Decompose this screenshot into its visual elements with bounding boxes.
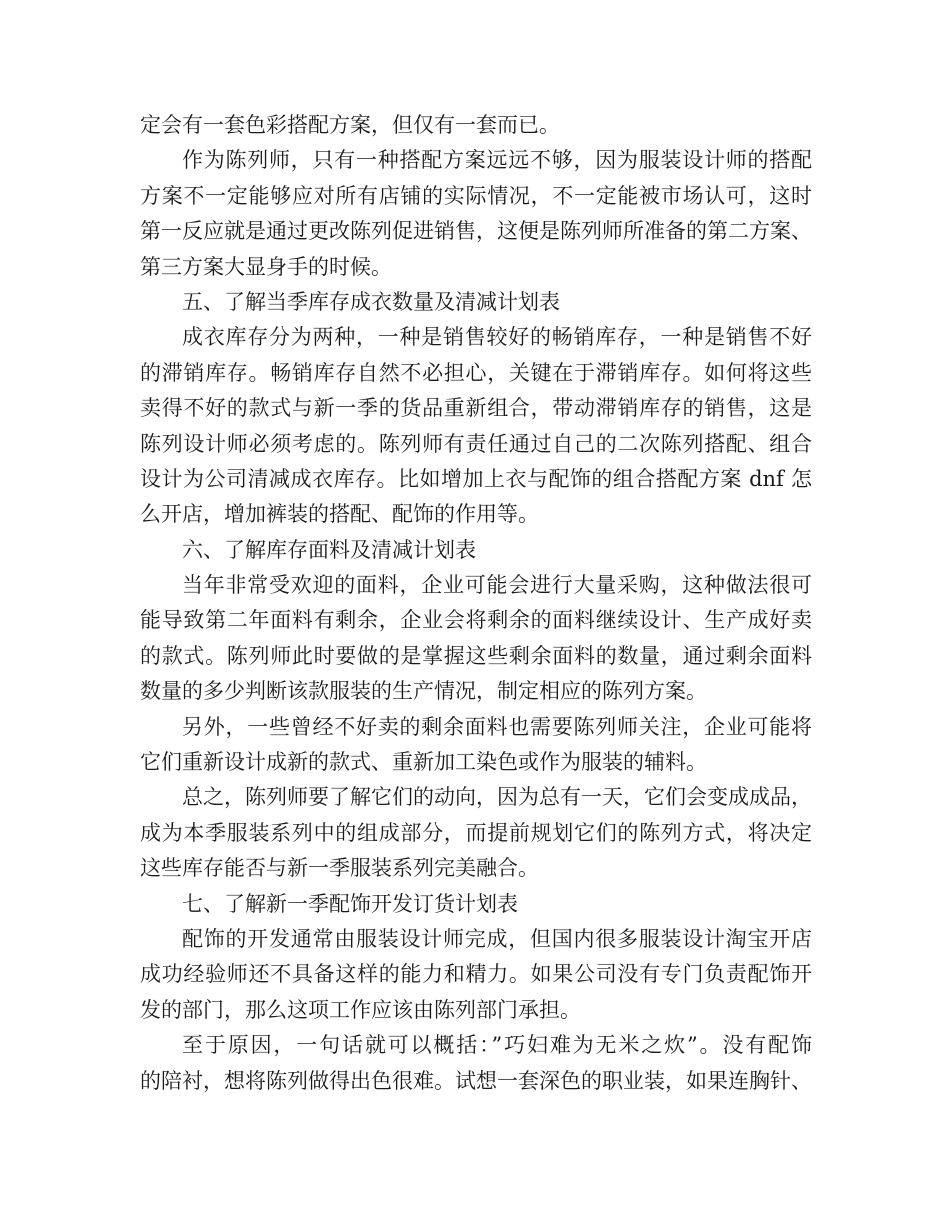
text-line: 的陪衬，想将陈列做得出色很难。试想一套深色的职业装，如果连胸针、 bbox=[140, 1068, 812, 1093]
text-line: 五、了解当季库存成衣数量及清减计划表 bbox=[182, 289, 560, 314]
text-line: 设计为公司清减成衣库存。比如增加上衣与配饰的组合搭配方案 dnf 怎 bbox=[140, 466, 812, 491]
text-line: 的滞销库存。畅销库存自然不必担心，关键在于滞销库存。如何将这些 bbox=[140, 360, 812, 385]
text-line: 发的部门，那么这项工作应该由陈列部门承担。 bbox=[140, 997, 581, 1022]
text-line: 成衣库存分为两种，一种是销售较好的畅销库存，一种是销售不好 bbox=[182, 325, 812, 350]
text-line: 它们重新设计成新的款式、重新加工染色或作为服装的辅料。 bbox=[140, 750, 707, 775]
text-line: 这些库存能否与新一季服装系列完美融合。 bbox=[140, 856, 539, 881]
text-line: 方案不一定能够应对所有店铺的实际情况，不一定能被市场认可，这时 bbox=[140, 183, 812, 208]
text-line: 数量的多少判断该款服装的生产情况，制定相应的陈列方案。 bbox=[140, 679, 707, 704]
text-line: 七、了解新一季配饰开发订货计划表 bbox=[182, 891, 518, 916]
text-line: 成功经验师还不具备这样的能力和精力。如果公司没有专门负责配饰开 bbox=[140, 962, 812, 987]
text-line: 陈列设计师必须考虑的。陈列师有责任通过自己的二次陈列搭配、组合 bbox=[140, 431, 812, 456]
text-line: 总之，陈列师要了解它们的动向，因为总有一天，它们会变成成品， bbox=[182, 785, 812, 810]
text-line: 至于原因，一句话就可以概括：”巧妇难为无米之炊”。没有配饰 bbox=[182, 1033, 812, 1058]
text-line: 成为本季服装系列中的组成部分，而提前规划它们的陈列方式，将决定 bbox=[140, 820, 812, 845]
document-page bbox=[140, 108, 812, 1099]
text-line: 配饰的开发通常由服装设计师完成，但国内很多服装设计淘宝开店 bbox=[182, 926, 812, 951]
text-line: 么开店，增加裤装的搭配、配饰的作用等。 bbox=[140, 502, 539, 527]
text-line: 第一反应就是通过更改陈列促进销售，这便是陈列师所准备的第二方案、 bbox=[140, 219, 812, 244]
text-line: 当年非常受欢迎的面料，企业可能会进行大量采购，这种做法很可 bbox=[182, 573, 812, 598]
text-line: 六、了解库存面料及清减计划表 bbox=[182, 537, 476, 562]
text-line: 定会有一套色彩搭配方案，但仅有一套而已。 bbox=[140, 113, 560, 137]
text-line: 卖得不好的款式与新一季的货品重新组合，带动滞销库存的销售，这是 bbox=[140, 396, 812, 421]
text-line: 另外，一些曾经不好卖的剩余面料也需要陈列师关注，企业可能将 bbox=[182, 714, 812, 739]
text-line: 能导致第二年面料有剩余，企业会将剩余的面料继续设计、生产成好卖 bbox=[140, 608, 812, 633]
text-line: 作为陈列师，只有一种搭配方案远远不够，因为服装设计师的搭配 bbox=[182, 148, 812, 173]
text-line: 第三方案大显身手的时候。 bbox=[140, 254, 392, 279]
text-line: 的款式。陈列师此时要做的是掌握这些剩余面料的数量，通过剩余面料 bbox=[140, 643, 812, 668]
